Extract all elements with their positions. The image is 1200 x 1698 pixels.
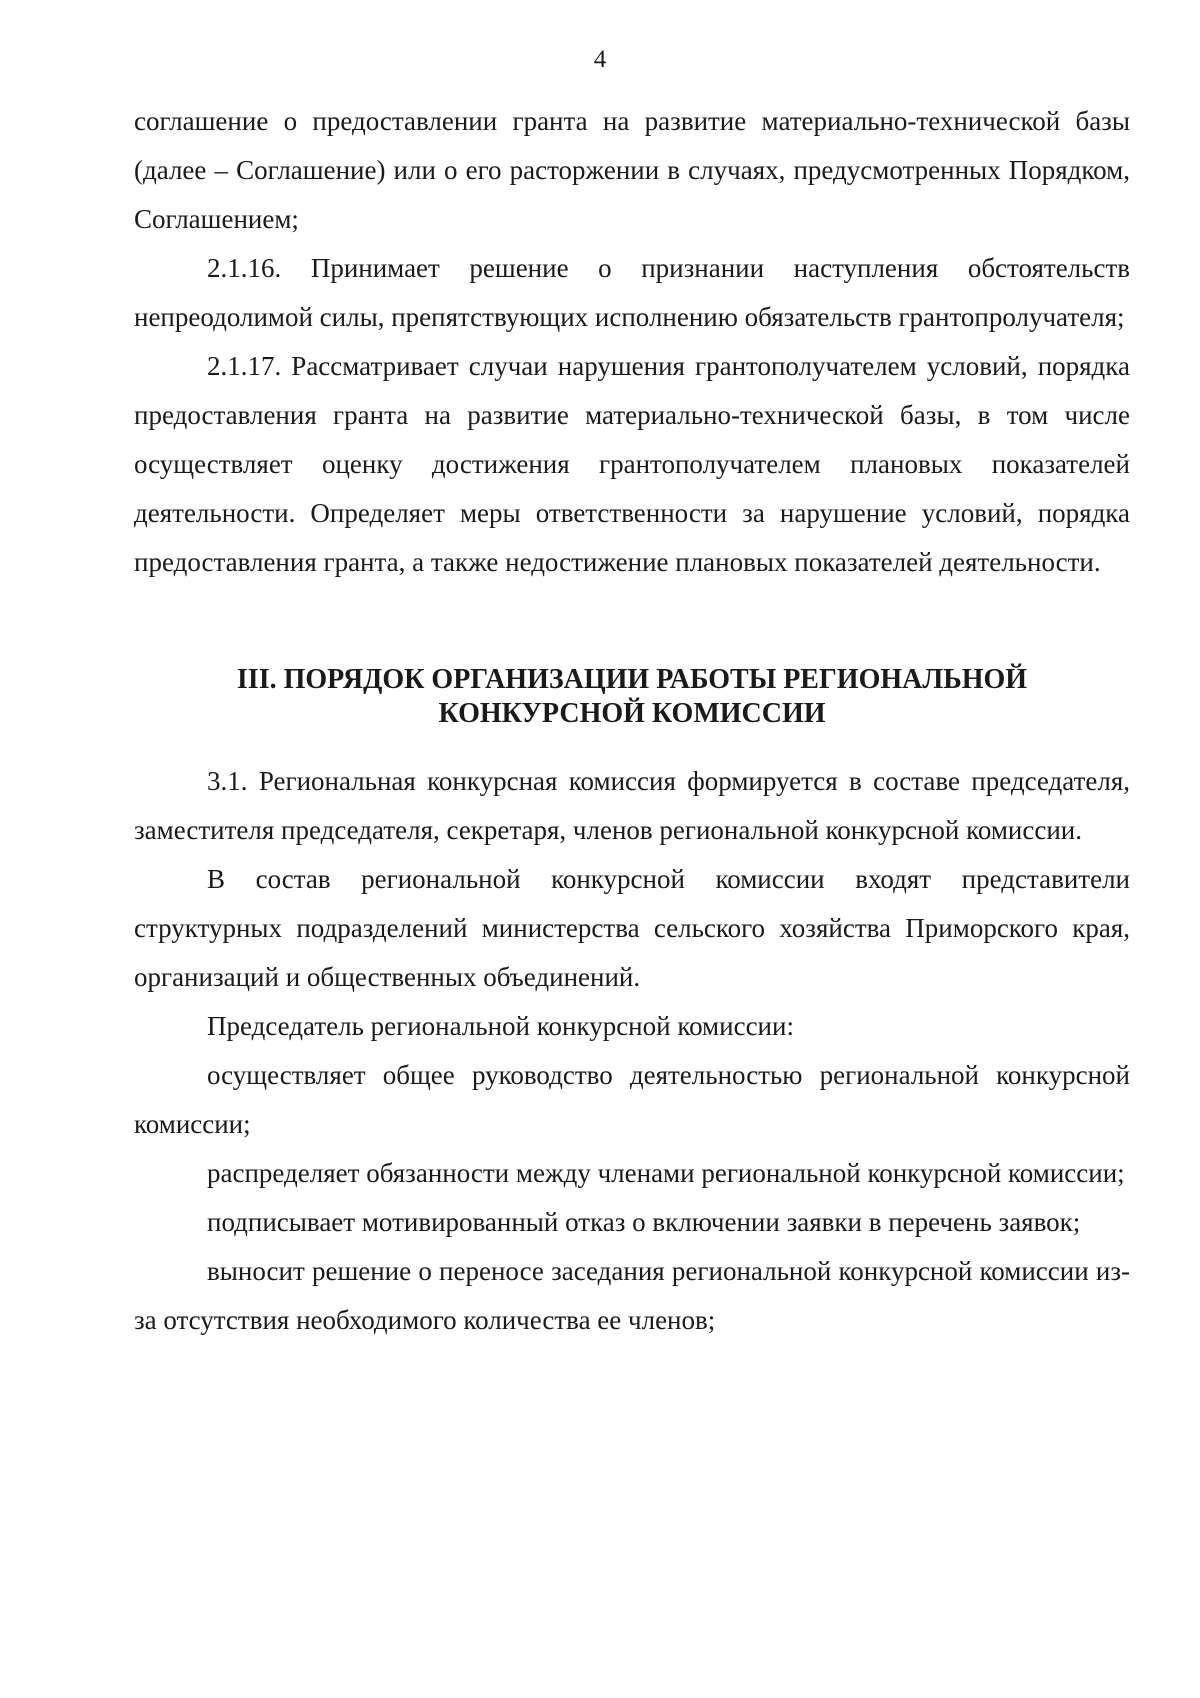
list-item-distributes-duties: распределяет обязанности между членами региональной конкурсной комиссии; [207, 1158, 1125, 1188]
paragraph-3-1: 3.1. Региональная конкурсная комиссия формируется в составе председателя, заместителя председателя, секретаря, членов региональной конкурсной комиссии. [134, 766, 1130, 845]
list-item-signs-refusal: подписывает мотивированный отказ о включении заявки в перечень заявок; [207, 1207, 1081, 1237]
paragraph-2-1-17: 2.1.17. Рассматривает случаи нарушения грантополучателем условий, порядка предоставления гранта на развитие материально-технической базы, в том числе осуществляет оценку достижения грантополучателем плановых показателей деятельности. Определяет меры ответственности за нарушение условий, порядка предоставления гранта, а также недостижение плановых показателей деятельности. [134, 351, 1130, 577]
paragraph-commission-composition: В состав региональной конкурсной комиссии входят представители структурных подразделений министерства сельского хозяйства Приморского края, организаций и общественных объединений. [134, 864, 1130, 992]
paragraph-agreement-continuation: соглашение о предоставлении гранта на развитие материально-технической базы (далее – Соглашение) или о его расторжении в случаях, предусмотренных Порядком, Соглашением; [134, 106, 1130, 234]
section-heading-line-1: III. ПОРЯДОК ОРГАНИЗАЦИИ РАБОТЫ РЕГИОНАЛЬНОЙ [236, 664, 1028, 695]
document-body [134, 97, 1130, 1345]
page-number: 4 [593, 46, 607, 73]
list-item-general-management: осуществляет общее руководство деятельностью региональной конкурсной комиссии; [134, 1060, 1130, 1139]
section-heading-line-2: КОНКУРСНОЙ КОМИССИИ [438, 698, 826, 729]
paragraph-2-1-16: 2.1.16. Принимает решение о признании наступления обстоятельств непреодолимой силы, препятствующих исполнению обязательств грантопролучателя; [134, 253, 1130, 332]
list-item-postpones-meeting: выносит решение о переносе заседания региональной конкурсной комиссии из-за отсутствия необходимого количества ее членов; [134, 1256, 1130, 1335]
section-heading [134, 663, 1130, 731]
paragraph-chairman-intro: Председатель региональной конкурсной комиссии: [207, 1011, 794, 1041]
